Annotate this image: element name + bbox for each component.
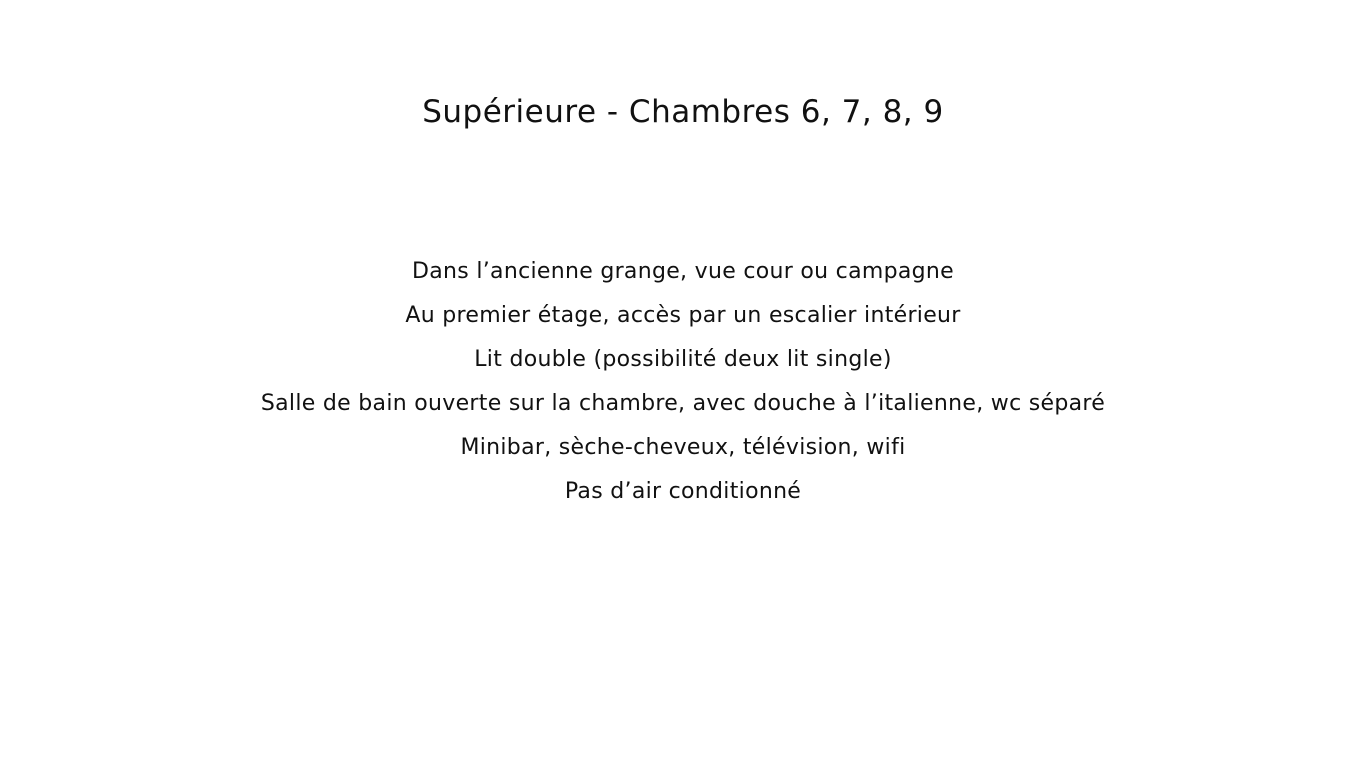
feature-bed: Lit double (possibilité deux lit single) <box>474 347 892 372</box>
feature-bathroom: Salle de bain ouverte sur la chambre, avec douche à l’italienne, wc séparé <box>260 391 1106 416</box>
feature-floor-access: Au premier étage, accès par un escalier intérieur <box>405 303 961 328</box>
room-features-list <box>0 250 1366 514</box>
page-title: Supérieure - Chambres 6, 7, 8, 9 <box>422 94 944 130</box>
feature-location: Dans l’ancienne grange, vue cour ou campagne <box>412 259 954 284</box>
feature-air-conditioning: Pas d’air conditionné <box>564 479 802 504</box>
feature-amenities: Minibar, sèche-cheveux, télévision, wifi <box>460 435 906 460</box>
